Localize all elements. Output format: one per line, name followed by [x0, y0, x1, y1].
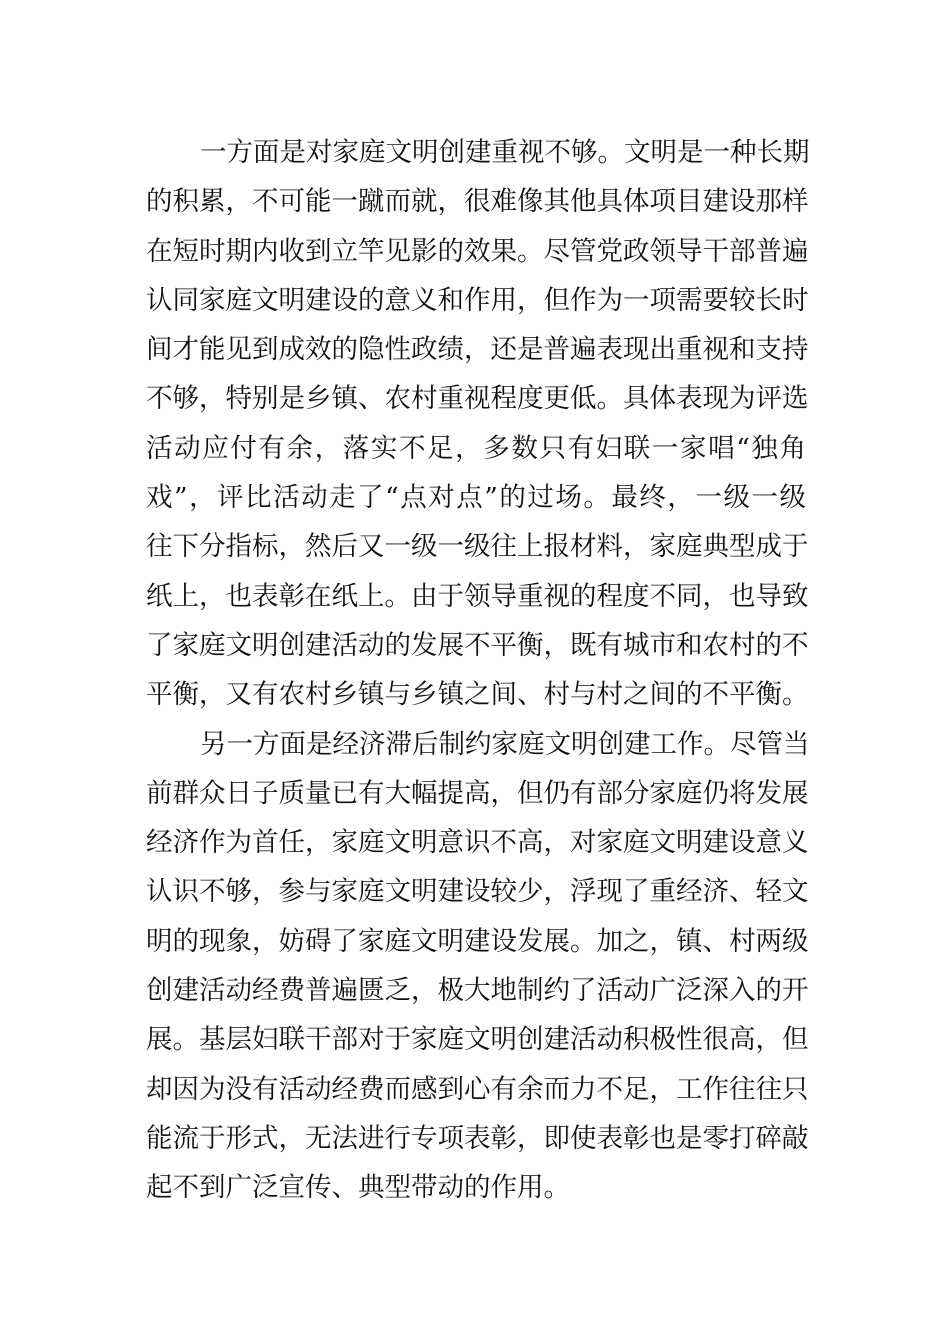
- paragraph-line: 间才能见到成效的隐性政绩，还是普遍表现出重视和支持: [146, 334, 809, 366]
- paragraph-line: 明的现象，妨碍了家庭文明建设发展。加之，镇、村两级: [146, 925, 809, 957]
- paragraph-line: 一方面是对家庭文明创建重视不够。文明是一种长期: [200, 137, 810, 168]
- paragraph-line: 了家庭文明创建活动的发展不平衡，既有城市和农村的不: [146, 629, 809, 661]
- paragraph-line: 前群众日子质量已有大幅提高，但仍有部分家庭仍将发展: [146, 777, 809, 809]
- paragraph-line: 纸上，也表彰在纸上。由于领导重视的程度不同，也导致: [146, 580, 809, 612]
- paragraph-line: 另一方面是经济滞后制约家庭文明创建工作。尽管当: [200, 728, 810, 760]
- paragraph-line: 不够，特别是乡镇、农村重视程度更低。具体表现为评选: [146, 383, 809, 415]
- paragraph-line: 却因为没有活动经费而感到心有余而力不足，工作往往只: [146, 1073, 809, 1105]
- paragraph-line: 在短时期内收到立竿见影的效果。尽管党政领导干部普遍: [146, 235, 809, 267]
- paragraph-line: 创建活动经费普遍匮乏，极大地制约了活动广泛深入的开: [146, 975, 809, 1007]
- paragraph-line: 的积累，不可能一蹴而就，很难像其他具体项目建设那样: [146, 186, 809, 218]
- paragraph-line: 戏”，评比活动走了“点对点”的过场。最终，一级一级: [146, 482, 806, 514]
- paragraph-economic-constraints: [146, 720, 810, 1213]
- paragraph-line: 认识不够，参与家庭文明建设较少，浮现了重经济、轻文: [146, 876, 809, 908]
- paragraph-family-civilization-neglect: [146, 128, 810, 720]
- document-body: [146, 128, 810, 1213]
- paragraph-line: 活动应付有余，落实不足，多数只有妇联一家唱“独角: [146, 432, 806, 464]
- paragraph-line: 经济作为首任，家庭文明意识不高，对家庭文明建设意义: [146, 827, 809, 859]
- paragraph-line: 展。基层妇联干部对于家庭文明创建活动积极性很高，但: [146, 1024, 809, 1056]
- paragraph-line: 能流于形式，无法进行专项表彰，即使表彰也是零打碎敲: [146, 1122, 809, 1154]
- paragraph-line: 起不到广泛宣传、典型带动的作用。: [146, 1172, 570, 1204]
- paragraph-line: 平衡，又有农村乡镇与乡镇之间、村与村之间的不平衡。: [146, 679, 809, 711]
- paragraph-line: 往下分指标，然后又一级一级往上报材料，家庭典型成于: [146, 531, 809, 563]
- paragraph-line: 认同家庭文明建设的意义和作用，但作为一项需要较长时: [146, 284, 809, 316]
